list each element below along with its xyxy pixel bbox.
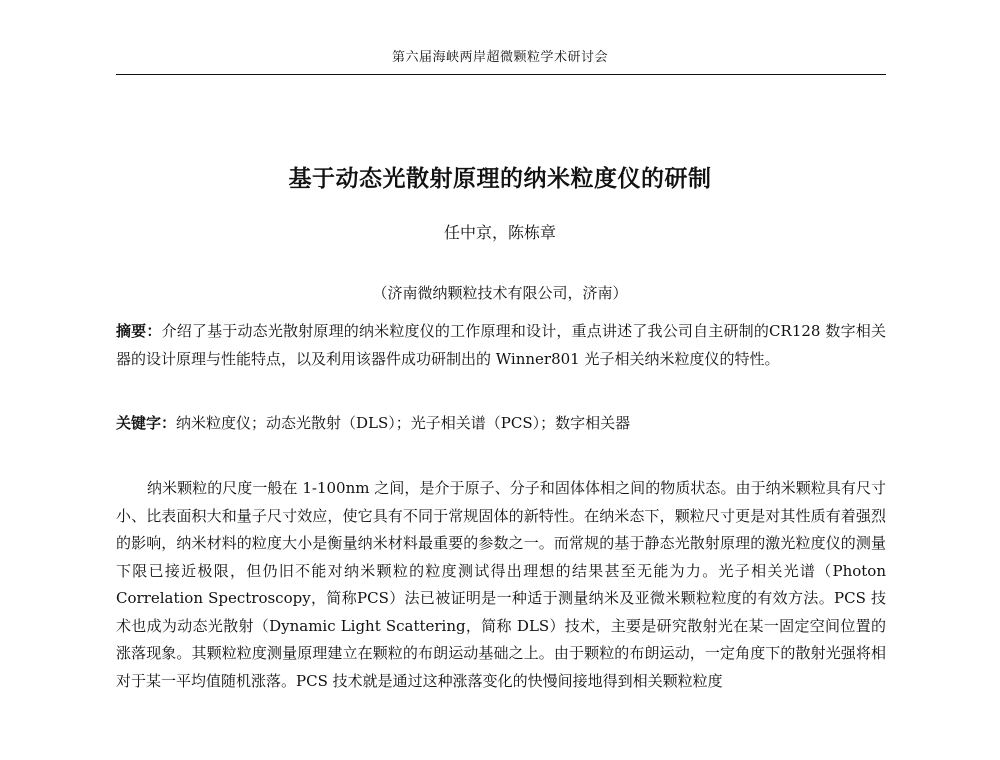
running-header: 第六届海峡两岸超微颗粒学术研讨会 xyxy=(391,50,608,65)
keywords-label: 关键字： xyxy=(116,414,177,432)
affiliation: （济南微纳颗粒技术有限公司，济南） xyxy=(372,284,628,302)
keywords-text: 纳米粒度仪；动态光散射（DLS）；光子相关谱（PCS）；数字相关器 xyxy=(176,414,631,432)
abstract-label: 摘要： xyxy=(116,322,162,340)
keywords xyxy=(116,410,886,438)
body-paragraph: 纳米颗粒的尺度一般在 1-100nm 之间，是介于原子、分子和固体体相之间的物质状态。由于纳米颗粒具有尺寸小、比表面积大和量子尺寸效应，使它具有不同于常规固体的新特性。在纳米态下，颗粒尺寸更是对其性质有着强烈的影响，纳米材料的粒度大小是衡量纳米材料最重要的参数之一。而常规的基于静态光散射原理的激光粒度仪的测量下限已接近极限，但仍旧不能对纳米颗粒的粒度测试得出理想的结果甚至无能为力。光子相关光谱（Photon Correlation Spectroscopy，简称PCS）法已被证明是一种适于测量纳米及亚微米颗粒粒度的有效方法。PCS 技术也成为动态光散射（Dynamic Light Scattering，简称 DLS）技术，主要是研究散射光在某一固定空间位置的涨落现象。其颗粒粒度测量原理建立在颗粒的布朗运动基础之上。由于颗粒的布朗运动，一定角度下的散射光强将相对于某一平均值随机涨落。PCS 技术就是通过这种涨落变化的快慢间接地得到相关颗粒粒度 xyxy=(116,479,886,690)
authors: 任中京，陈栋章 xyxy=(443,223,556,242)
abstract xyxy=(116,318,886,373)
header-rule xyxy=(116,74,886,75)
paper-title: 基于动态光散射原理的纳米粒度仪的研制 xyxy=(288,165,712,192)
abstract-text: 介绍了基于动态光散射原理的纳米粒度仪的工作原理和设计，重点讲述了我公司自主研制的CR128 数字相关器的设计原理与性能特点，以及利用该器件成功研制出的 Winner801 光子相关纳米粒度仪的特性。 xyxy=(116,322,886,368)
